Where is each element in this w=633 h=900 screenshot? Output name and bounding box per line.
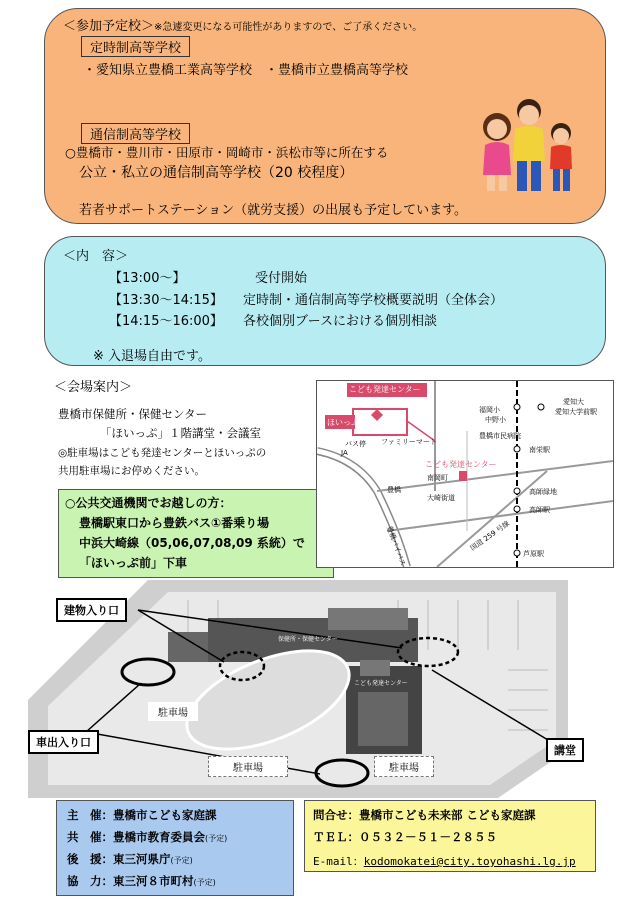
map-ashihara-label: 芦原駅 (523, 550, 544, 558)
map-bus-stop-label: バス停 (345, 440, 366, 448)
schedule-desc-2: 定時制・通信制高等学校概要説明（全体会） (243, 293, 504, 308)
organizer-support: 後 援：東三河県庁(予定) (67, 852, 193, 866)
site-map (28, 580, 612, 798)
contact-email-link[interactable]: kodomokatei@city.toyohashi.lg.jp (363, 855, 576, 868)
support-station-note: 若者サポートステーション（就労支援）の出展も予定しています。 (79, 203, 468, 218)
correspondence-line1: ○豊橋市・豊川市・田原市・岡崎市・浜松市等に所在する (65, 145, 389, 160)
parking-label-3: 駐車場 (374, 756, 434, 777)
transport-line4: 「ほいっぷ前」下車 (79, 556, 188, 570)
map-takashi-label: 高師駅 (529, 506, 550, 514)
venue-parking-note1: ◎駐車場はこども発達センターとほいっぷの (58, 447, 267, 459)
father-figure (513, 99, 545, 191)
organizers-box (56, 800, 294, 896)
organizer-host: 主 催：豊橋市こども家庭課 (67, 808, 217, 822)
participating-schools-box (44, 8, 606, 224)
parking-label-2: 駐車場 (208, 756, 288, 777)
map-minamioka-label: 南岡町 (427, 474, 448, 482)
map-aichidai-label: 愛知大 (563, 398, 584, 406)
auditorium-callout: 講堂 (546, 738, 584, 762)
transport-line1: ○公共交通機関でお越しの方： (65, 496, 232, 510)
map-kodomo-label: こども発達センター (425, 460, 497, 469)
schedule-time-2: 【13:30～14:15】 (109, 293, 223, 308)
free-entry-note: ※ 入退場自由です。 (93, 349, 211, 364)
map-hoippu-label: ほいっぷ (327, 418, 359, 427)
schedule-desc-3: 各校個別ブースにおける個別相談 (243, 314, 437, 329)
map-ja-label: JA (341, 449, 348, 457)
map-aichidaigakumae-label: 愛知大学前駅 (555, 408, 597, 416)
map-osaki-label: 大崎街道 (427, 494, 455, 502)
venue-parking-note2: 共用駐車場にお停めください。 (58, 465, 205, 477)
map-toyohashi-ic-label: 豊橋 (387, 486, 401, 494)
map-fm-label: ファミリーマート (381, 438, 437, 446)
map-hospital-label: 豊橋市民病院 (479, 432, 521, 440)
venue-title: ＜会場案内＞ (54, 380, 133, 395)
car-entrance-callout: 車出入り口 (28, 730, 99, 754)
transport-line3: 中浜大崎線（05,06,07,08,09 系統）で (79, 536, 305, 550)
map-fukuoka-label: 福岡小 (479, 406, 500, 414)
family-illustration (473, 95, 581, 195)
schedule-time-1: 【13:00～】 (109, 271, 186, 286)
schedule-desc-1: 受付開始 (255, 271, 308, 286)
contact-email-label: E-mail： (313, 855, 364, 868)
content-title: ＜内 容＞ (63, 249, 129, 264)
parttime-label: 定時制高等学校 (81, 36, 190, 57)
schedule-time-3: 【14:15～16:00】 (109, 314, 223, 329)
contact-tel: ＴＥＬ：０５３２－５１－２８５５ (313, 830, 497, 844)
map-minamisakae-label: 南栄駅 (529, 446, 550, 454)
area-map (316, 380, 614, 568)
map-bypass-label: 豊橋バイパス (385, 524, 407, 568)
transport-line2: 豊橋駅東口から豊鉄バス①番乗り場 (79, 516, 270, 530)
mother-figure (483, 113, 511, 191)
organizer-cooperation: 協 力：東三河８市町村(予定) (67, 874, 216, 888)
contact-box (304, 800, 596, 872)
child-figure (550, 123, 572, 191)
venue-line2: 「ほいっぷ」１階講堂・会議室 (100, 426, 261, 440)
schools-title-row (63, 15, 422, 34)
contact-email-row (313, 850, 576, 869)
map-kodomo-top-label: こども発達センター (349, 385, 421, 394)
event-content-box (44, 236, 606, 366)
parking-label-1: 駐車場 (148, 702, 198, 721)
contact-department: 問合せ：豊橋市こども未来部 こども家庭課 (313, 808, 536, 822)
map-nakano-label: 中野小 (485, 416, 506, 424)
kodomo-building-label: こども発達センター (354, 680, 408, 687)
schools-title: ＜参加予定校＞ (63, 19, 155, 34)
map-takashiba-label: 高師緑地 (529, 488, 557, 496)
venue-line1: 豊橋市保健所・保健センター (58, 407, 208, 421)
map-kokudo-label: 国道 259 号線 (468, 519, 511, 553)
correspondence-line2: 公立・私立の通信制高等学校（20 校程度） (79, 165, 354, 181)
building-entrance-callout: 建物入り口 (56, 598, 127, 622)
organizer-cohost: 共 催：豊橋市教育委員会(予定) (67, 830, 228, 844)
correspondence-label: 通信制高等学校 (81, 123, 190, 144)
public-transport-box (58, 489, 334, 578)
main-building-label: 保健所・保健センター (278, 636, 338, 643)
schools-note: ※急遽変更になる可能性がありますので、ご了承ください。 (154, 22, 423, 33)
parttime-schools: ・愛知県立豊橋工業高等学校 ・豊橋市立豊橋高等学校 (83, 63, 409, 78)
